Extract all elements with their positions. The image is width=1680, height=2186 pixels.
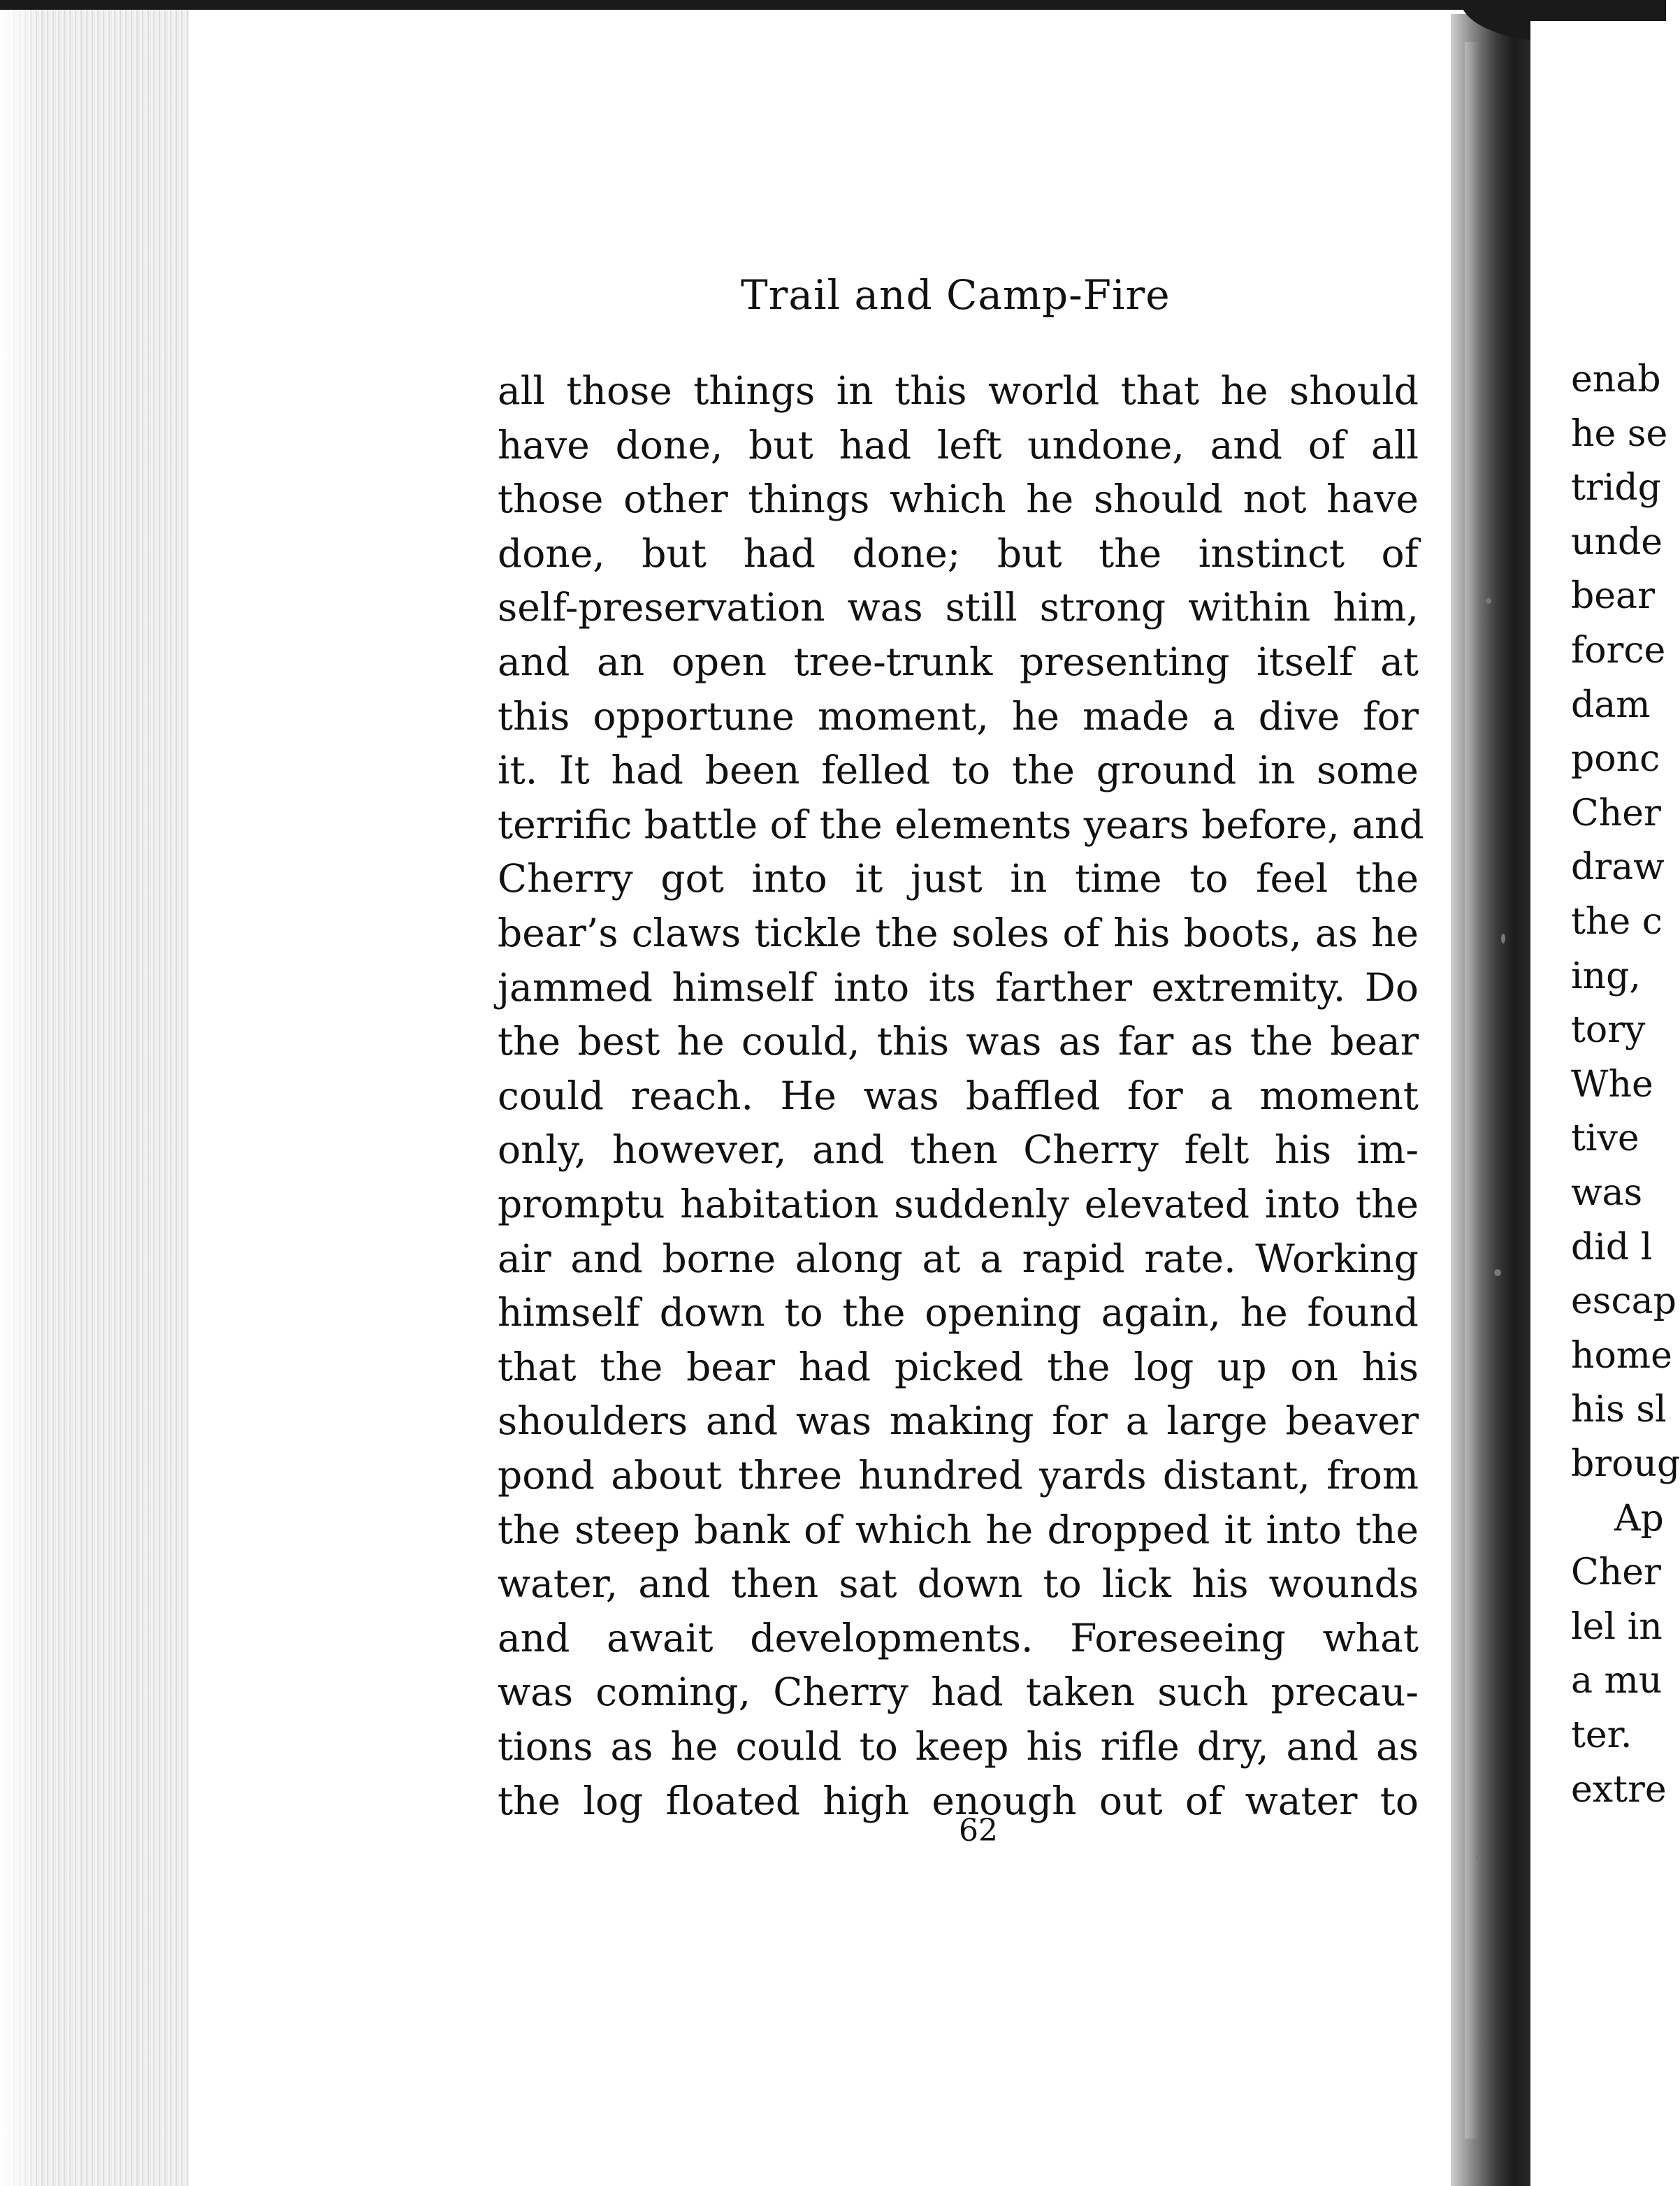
text-line: tions as he could to keep his rifle dry, and as: [498, 1724, 1419, 1769]
text-line: pond about three hundred yards distant, from: [498, 1453, 1419, 1498]
facing-text-fragment: tory: [1571, 1009, 1646, 1052]
facing-text-fragment: bear: [1571, 575, 1655, 618]
facing-text-fragment: Whe: [1571, 1063, 1653, 1106]
facing-text-fragment: force: [1571, 630, 1666, 672]
text-line: could reach. He was baffled for a moment: [498, 1073, 1419, 1118]
scan-top-edge: [0, 0, 1666, 10]
running-head: Trail and Camp-Fire: [741, 271, 1171, 319]
facing-text-fragment: ter.: [1571, 1714, 1632, 1756]
facing-text-fragment: the c: [1571, 901, 1663, 943]
text-line: was coming, Cherry had taken such precau-: [498, 1670, 1419, 1715]
page-edge-highlight: [0, 10, 42, 2186]
facing-text-fragment: tridg: [1571, 467, 1661, 509]
facing-text-fragment: a mu: [1571, 1660, 1663, 1702]
facing-text-fragment: extre: [1571, 1768, 1667, 1811]
text-line: the best he could, this was as far as the bear: [498, 1019, 1419, 1064]
facing-text-fragment: enab: [1571, 359, 1661, 400]
book-gutter-shadow: [1451, 14, 1535, 2186]
facing-text-fragment: Cher: [1571, 792, 1661, 834]
text-line: all those things in this world that he should: [498, 368, 1419, 413]
facing-text-fragment: lel in: [1571, 1605, 1663, 1648]
text-line: air and borne along at a rapid rate. Working: [498, 1236, 1419, 1281]
facing-text-fragment: escap: [1571, 1280, 1677, 1323]
text-line: this opportune moment, he made a dive for: [498, 693, 1419, 739]
text-line: promptu habitation suddenly elevated into the: [498, 1182, 1419, 1226]
text-line: the log floated high enough out of water to: [498, 1778, 1419, 1823]
facing-text-fragment: ing,: [1571, 955, 1641, 997]
facing-text-fragment: ponc: [1571, 738, 1660, 781]
text-line: those other things which he should not have: [498, 477, 1419, 522]
text-line: terrific battle of the elements years before, and: [498, 802, 1424, 847]
facing-text-fragment: unde: [1571, 521, 1663, 563]
gutter-highlight: [1465, 42, 1480, 2138]
text-line: self-preservation was still strong within him,: [498, 585, 1419, 630]
facing-text-fragment: Ap: [1614, 1497, 1664, 1540]
text-line: jammed himself into its farther extremity. Do: [498, 964, 1419, 1010]
text-line: that the bear had picked the log up on his: [498, 1344, 1419, 1389]
text-line: have done, but had left undone, and of all: [498, 422, 1419, 468]
facing-text-fragment: his sl: [1571, 1389, 1667, 1431]
dust-speck: [1501, 934, 1505, 943]
facing-text-fragment: broug: [1571, 1443, 1680, 1485]
dust-speck: [1486, 598, 1491, 604]
text-line: Cherry got into it just in time to feel the: [498, 856, 1419, 902]
page-number: 62: [959, 1813, 998, 1848]
text-line: done, but had done; but the instinct of: [498, 530, 1419, 576]
text-line: the steep bank of which he dropped it into the: [498, 1507, 1419, 1552]
text-line: water, and then sat down to lick his wounds: [498, 1561, 1419, 1607]
dust-speck: [1476, 1856, 1480, 1860]
text-line: and an open tree-trunk presenting itself at: [498, 639, 1419, 684]
facing-text-fragment: was: [1571, 1172, 1643, 1214]
text-line: and await developments. Foreseeing what: [498, 1615, 1419, 1660]
text-line: himself down to the opening again, he found: [498, 1290, 1419, 1336]
dust-speck: [1494, 1269, 1501, 1276]
facing-text-fragment: did l: [1571, 1226, 1653, 1268]
text-line: only, however, and then Cherry felt his im-: [498, 1127, 1419, 1173]
facing-text-fragment: Cher: [1571, 1551, 1661, 1594]
facing-text-fragment: he se: [1571, 412, 1668, 455]
facing-text-fragment: draw: [1571, 846, 1665, 889]
facing-text-fragment: dam: [1571, 683, 1651, 726]
text-line: it. It had been felled to the ground in some: [498, 748, 1419, 793]
facing-text-fragment: home: [1571, 1334, 1672, 1377]
text-line: bear’s claws tickle the soles of his boots, as he: [498, 911, 1419, 955]
facing-text-fragment: tive: [1571, 1117, 1639, 1160]
text-line: shoulders and was making for a large beaver: [498, 1398, 1419, 1444]
